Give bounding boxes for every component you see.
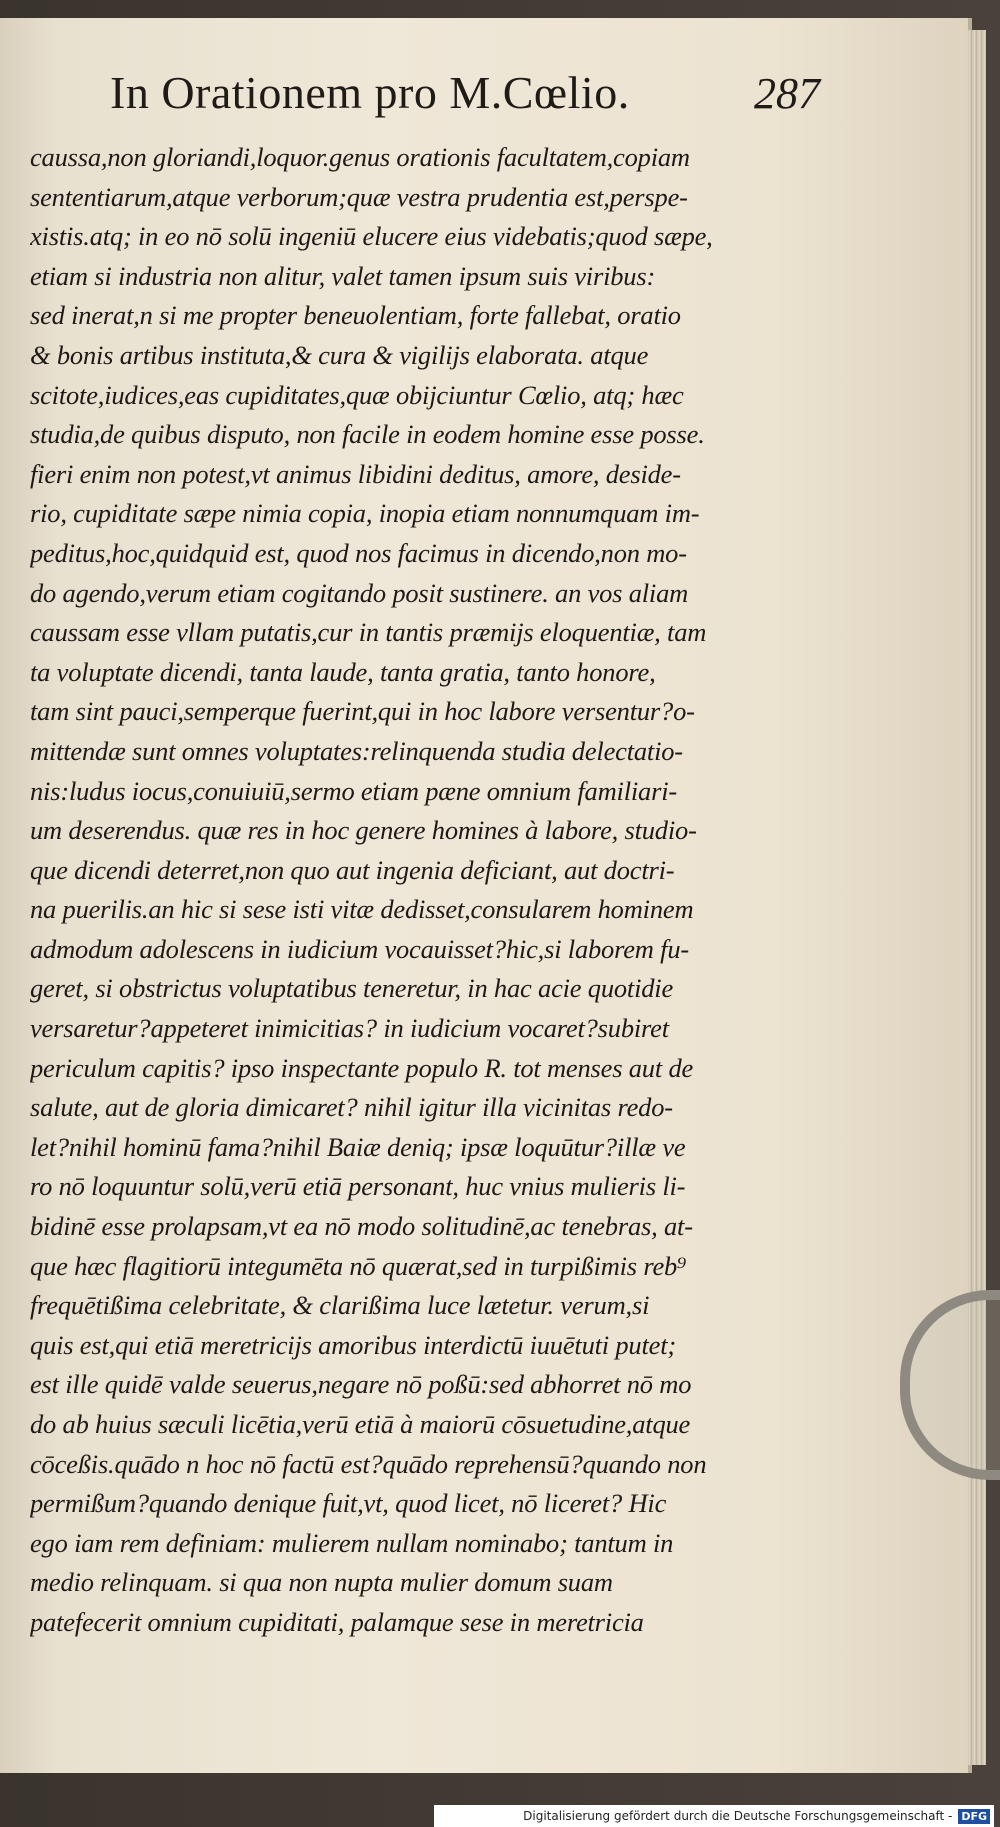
text-line: xistis.atq; in eo nō solū ingeniū elucere eius videbatis;quod sæpe, bbox=[30, 221, 713, 252]
text-line: cōceßis.quādo n hoc nō factū est?quādo reprehensū?quando non bbox=[30, 1448, 707, 1479]
text-line: um deserendus. quæ res in hoc genere homines à labore, studio- bbox=[30, 815, 697, 846]
text-line: permißum?quando denique fuit,vt, quod licet, nō liceret? Hic bbox=[30, 1488, 667, 1519]
text-line: bidinē esse prolapsam,vt ea nō modo solitudinē,ac tenebras, at- bbox=[30, 1211, 693, 1242]
footer bbox=[434, 1805, 994, 1827]
text-line: admodum adolescens in iudicium vocauisset?hic,si laborem fu- bbox=[30, 933, 689, 964]
text-line: quis est,qui etiā meretricijs amoribus interdictū iuuētuti putet; bbox=[30, 1329, 676, 1360]
text-line: est ille quidē valde seuerus,negare nō poßū:sed abhorret nō mo bbox=[30, 1369, 692, 1400]
text-line: salute, aut de gloria dimicaret? nihil igitur illa vicinitas redo- bbox=[30, 1092, 673, 1123]
text-line: frequētißima celebritate, & clarißima luce lætetur. verum,si bbox=[30, 1290, 650, 1321]
text-line: peditus,hoc,quidquid est, quod nos facimus in dicendo,non mo- bbox=[30, 537, 687, 568]
text-line: nis:ludus iocus,conuiuiū,sermo etiam pæne omnium familiari- bbox=[30, 775, 677, 806]
text-line: & bonis artibus instituta,& cura & vigilijs elaborata. atque bbox=[30, 339, 649, 370]
text-line: scitote,iudices,eas cupiditates,quæ obijciuntur Cœlio, atq; hæc bbox=[30, 379, 684, 410]
text-line: do ab huius sæculi licētia,verū etiā à maiorū cōsuetudine,atque bbox=[30, 1409, 691, 1439]
text-line: caussa,non gloriandi,loquor.genus orationis facultatem,copiam bbox=[30, 142, 690, 172]
footer-credit: Digitalisierung gefördert durch die Deutsche Forschungsgemeinschaft - bbox=[523, 1809, 953, 1823]
body-text bbox=[30, 138, 820, 1643]
text-line: sententiarum,atque verborum;quæ vestra prudentia est,perspe- bbox=[30, 181, 688, 212]
text-line: ego iam rem definiam: mulierem nullam nominabo; tantum in bbox=[30, 1527, 674, 1558]
text-line: rio, cupiditate sæpe nimia copia, inopia etiam nonnumquam im- bbox=[30, 498, 700, 529]
page-header bbox=[110, 66, 820, 136]
text-line: ro nō loquuntur solū,verū etiā personant, huc vnius mulieris li- bbox=[30, 1171, 686, 1202]
text-line: versaretur?appeteret inimicitias? in iudicium vocaret?subiret bbox=[30, 1013, 669, 1044]
text-line: ta voluptate dicendi, tanta laude, tanta gratia, tanto honore, bbox=[30, 656, 656, 687]
text-line: na puerilis.an hic si sese isti vitæ dedisset,consularem hominem bbox=[30, 894, 694, 925]
text-line: tam sint pauci,semperque fuerint,qui in hoc labore versentur?o- bbox=[30, 696, 695, 727]
text-line: que dicendi deterret,non quo aut ingenia deficiant, aut doctri- bbox=[30, 854, 675, 885]
text-line: caussam esse vllam putatis,cur in tantis præmijs eloquentiæ, tam bbox=[30, 617, 707, 648]
text-line: medio relinquam. si qua non nupta mulier domum suam bbox=[30, 1567, 613, 1598]
text-line: sed inerat,n si me propter beneuolentiam, forte fallebat, oratio bbox=[30, 300, 681, 331]
text-line: patefecerit omnium cupiditati, palamque sese in meretricia bbox=[30, 1606, 644, 1637]
text-line: let?nihil hominū fama?nihil Baiæ deniq; ipsæ loquūtur?illæ ve bbox=[30, 1131, 686, 1162]
text-line: que hæc flagitiorū integumēta nō quærat,sed in turpißimis reb⁹ bbox=[30, 1250, 687, 1281]
text-line: fieri enim non potest,vt animus libidini deditus, amore, deside- bbox=[30, 458, 681, 489]
text-line: studia,de quibus disputo, non facile in eodem homine esse posse. bbox=[30, 419, 705, 450]
running-head: In Orationem pro M.Cœlio. bbox=[110, 67, 630, 118]
dfg-logo: DFG bbox=[958, 1809, 990, 1824]
page-edge bbox=[968, 30, 986, 1765]
text-line: geret, si obstrictus voluptatibus teneretur, in hac acie quotidie bbox=[30, 973, 674, 1004]
text-line: do agendo,verum etiam cogitando posit sustinere. an vos aliam bbox=[30, 577, 689, 608]
page-number: 287 bbox=[754, 69, 820, 118]
text-line: etiam si industria non alitur, valet tamen ipsum suis viribus: bbox=[30, 260, 656, 291]
text-line: periculum capitis? ipso inspectante populo R. tot menses aut de bbox=[30, 1052, 694, 1083]
text-line: mittendæ sunt omnes voluptates:relinquenda studia delectatio- bbox=[30, 735, 683, 766]
